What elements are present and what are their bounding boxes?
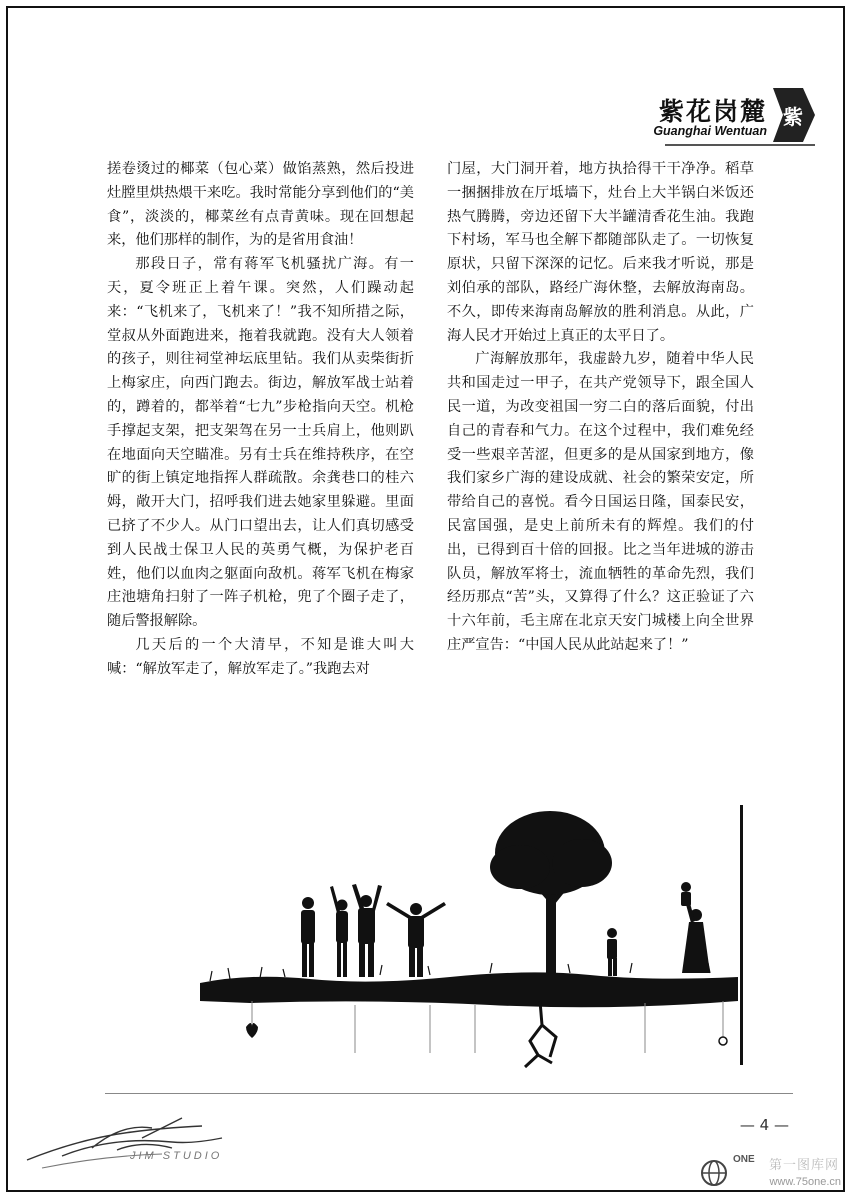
studio-label: JIM STUDIO [130,1150,223,1162]
paragraph: 几天后的一个大清早，不知是谁大叫大喊：“解放军走了，解放军走了。”我跑去对 [107,636,414,677]
heart-icon [246,1023,258,1038]
page-number: — 4 — [739,1116,789,1134]
header-rule [665,144,815,146]
paragraph: 搓卷烫过的椰菜（包心菜）做馅蒸熟，然后投进灶膛里烘热煨干来吃。我时常能分享到他们的“美食”，淡淡的，椰菜丝有点青黄味。现在回想起来，他们那样的制作，为的是省用食油！ [107,161,414,249]
paragraph: 门屋，大门洞开着，地方执拾得干干净净。稻草一捆捆排放在厅坻墙下，灶台上大半锅白米饭还热气腾腾，旁边还留下大半罐清香花生油。我跑下村场，军马也全解下都随部队走了。一切恢复原状，只留下深深的记忆。后来我才听说，那是刘伯承的部队，路经广海休整，去解放海南岛。不久，即传来海南岛解放的胜利消息。从此，广海人民才开始过上真正的太平日了。 [447,161,754,344]
right-column [447,158,754,658]
paragraph: 那段日子，常有蒋军飞机骚扰广海。有一天，夏令班正上着午课。突然，人们躁动起来：“飞机来了，飞机来了！”我不知所措之际，堂叔从外面跑进来，拖着我就跑。没有大人领着的孩子，则往祠堂神坛底里钻。我们从卖柴街折上梅家庄，向西门跑去。街边，解放军战士站着的，蹲着的，都举着“七九”步枪指向天空。机枪手撑起支架，把支架驾在另一士兵肩上，他则趴在地面向天空瞄准。另有士兵在维持秩序，在空旷的街上镇定地指挥人群疏散。余龚巷口的桂六姆，敞开大门，招呼我们进去她家里躲避。里面已挤了不少人。从门口望出去，让人们真切感受到人民战士保卫人民的英勇气概，为保护老百姓，他们以血肉之躯面向敌机。蒋军飞机在梅家庄池塘角扫射了一阵子机枪，兜了个圈子走了，随后警报解除。 [107,256,414,630]
watermark-site-name: 第一图库网 [768,1158,839,1173]
badge-text: 紫 [783,105,803,129]
paragraph: 广海解放那年，我虚龄九岁，随着中华人民共和国走过一甲子，在共产党领导下，跟全国人民一道，为改变祖国一穷二白的落后面貌，付出自己的青春和气力。在这个过程中，我们难免经受一些艰辛苦涩，但更多的是从国家到地方，像我们家乡广海的建设成就、社会的繁荣安定，所带给自己的喜悦。看今日国运日隆，国泰民安，民富国强，是史上前所未有的辉煌。我们的付出，已得到百十倍的回报。比之当年进城的游击队员，解放军将士，流血牺牲的革命先烈，我们经历那点“苦”头，又算得了什么？这正验证了六十六年前，毛主席在北京天安门城楼上向全世界庄严宣告：“中国人民从此站起来了！” [447,351,754,653]
watermark-url: www.75one.cn [769,1176,841,1188]
section-badge-icon [773,88,815,142]
silhouette-illustration [190,805,750,1075]
watermark-one: ONE [733,1154,755,1165]
signature-logo [22,1108,232,1178]
section-title: 紫花岗麓 [658,97,767,126]
magazine-header [555,88,815,148]
left-column [107,158,414,682]
footer-rule [105,1093,793,1094]
section-subtitle: Guanghai Wentuan [653,124,767,138]
watermark [693,1154,843,1194]
globe-icon [699,1158,729,1188]
